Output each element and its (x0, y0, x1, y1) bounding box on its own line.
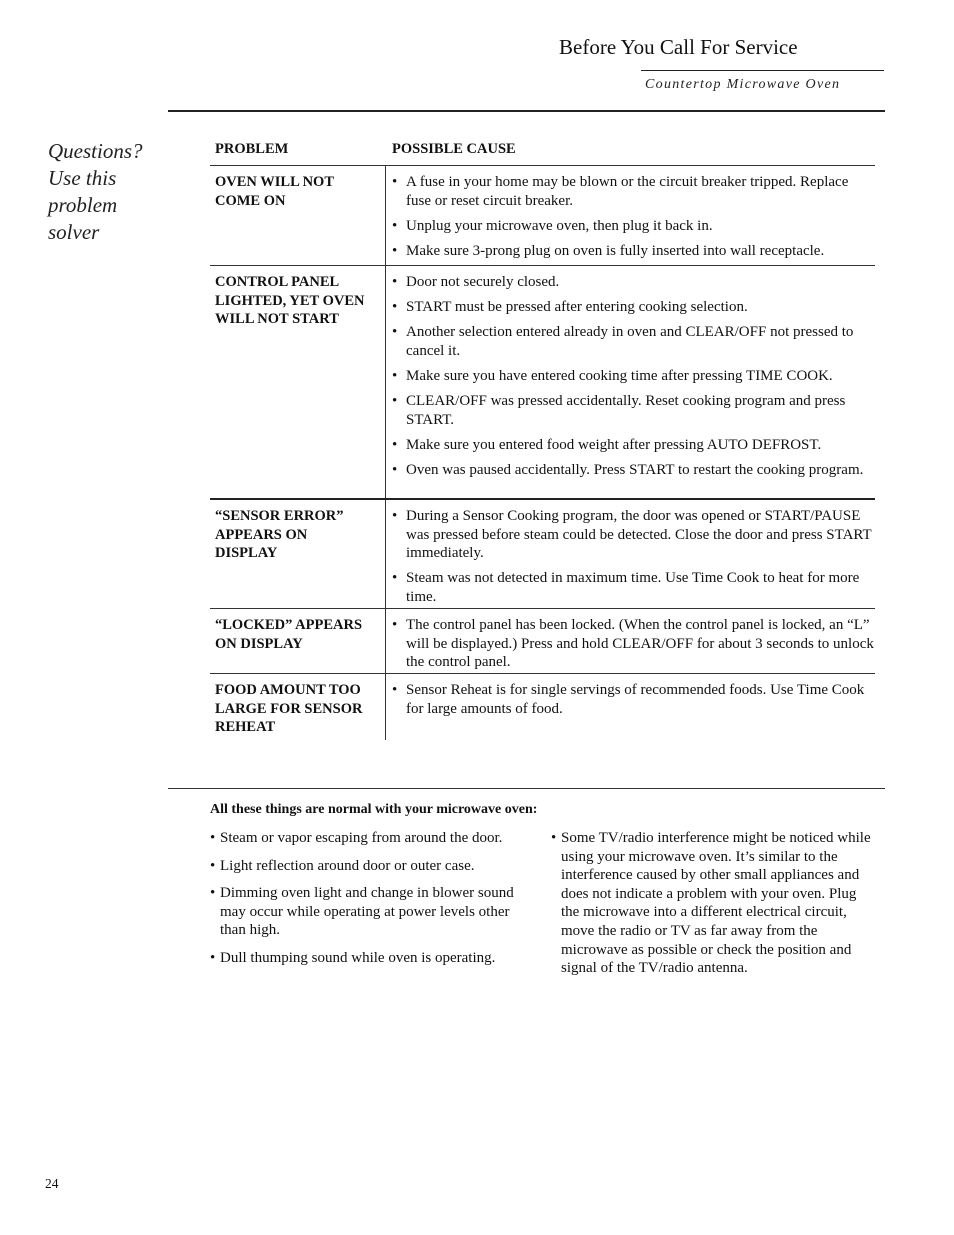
problem-label: “LOCKED” APPEARS ON DISPLAY (215, 617, 363, 652)
side-heading-line: Questions? (48, 139, 143, 163)
cause-item: • Steam was not detected in maximum time. Use Time Cook to heat for more time. (392, 569, 877, 606)
column-divider (385, 166, 386, 265)
column-divider (385, 266, 386, 498)
normal-item: • Some TV/radio interference might be noticed while using your microwave oven. It’s similar to the interference caused by other small appliances and does not indicate a problem with your oven. Plug the microwave into a different electrical circuit, move the radio or TV as far away from the microwave as possible or check the position and signal of the TV/radio antenna. (551, 829, 876, 978)
column-divider (385, 674, 386, 740)
normal-item: • Dimming oven light and change in blower sound may occur while operating at power levels other than high. (210, 884, 528, 940)
table-row (210, 266, 875, 498)
cause-item: • CLEAR/OFF was pressed accidentally. Reset cooking program and press START. (392, 392, 877, 429)
header-divider (641, 70, 884, 71)
column-header-problem: PROBLEM (215, 141, 289, 157)
problem-label: “SENSOR ERROR” APPEARS ON DISPLAY (215, 508, 344, 561)
normal-item: • Steam or vapor escaping from around the door. (210, 829, 528, 848)
cause-list (392, 507, 877, 613)
page-subtitle: Countertop Microwave Oven (645, 77, 841, 92)
column-divider (385, 500, 386, 608)
cause-item: • Oven was paused accidentally. Press START to restart the cooking program. (392, 461, 877, 480)
side-heading (48, 138, 168, 246)
cause-item: • Sensor Reheat is for single servings of recommended foods. Use Time Cook for large amounts of food. (392, 681, 877, 718)
table-row (210, 166, 875, 265)
cause-item: • Make sure you entered food weight after pressing AUTO DEFROST. (392, 436, 877, 455)
column-header-cause: POSSIBLE CAUSE (392, 141, 516, 157)
normal-list-left (210, 829, 528, 977)
cause-list (392, 681, 877, 725)
page-number: 24 (45, 1176, 59, 1191)
column-divider (385, 609, 386, 673)
section-divider (168, 110, 885, 112)
problem-label: FOOD AMOUNT TOO LARGE FOR SENSOR REHEAT (215, 682, 363, 735)
side-heading-line: problem (48, 193, 118, 217)
cause-item: • During a Sensor Cooking program, the door was opened or START/PAUSE was pressed before steam could be detected. Close the door and press START immediately. (392, 507, 877, 563)
normal-item: • Dull thumping sound while oven is operating. (210, 949, 528, 968)
cause-list (392, 273, 877, 486)
cause-item: • The control panel has been locked. (When the control panel is locked, an “L” will be displayed.) Press and hold CLEAR/OFF for about 3 seconds to unlock the control panel. (392, 616, 877, 672)
cause-item: • Another selection entered already in oven and CLEAR/OFF not pressed to cancel it. (392, 323, 877, 360)
side-heading-line: solver (48, 220, 100, 244)
normal-section-heading: All these things are normal with your microwave oven: (210, 802, 538, 817)
normal-list-right (551, 829, 876, 987)
problem-label: OVEN WILL NOT COME ON (215, 174, 334, 209)
cause-item: • Door not securely closed. (392, 273, 877, 292)
side-heading-line: Use this (48, 166, 117, 190)
cause-list (392, 173, 877, 267)
cause-item: • Make sure 3-prong plug on oven is fully inserted into wall receptacle. (392, 242, 877, 261)
cause-list (392, 616, 877, 678)
table-row (210, 609, 875, 673)
page-title: Before You Call For Service (559, 35, 798, 59)
section-divider (168, 788, 885, 789)
normal-item: • Light reflection around door or outer case. (210, 857, 528, 876)
table-row (210, 674, 875, 740)
table-row (210, 500, 875, 608)
cause-item: • A fuse in your home may be blown or the circuit breaker tripped. Replace fuse or reset circuit breaker. (392, 173, 877, 210)
cause-item: • Make sure you have entered cooking time after pressing TIME COOK. (392, 367, 877, 386)
cause-item: • Unplug your microwave oven, then plug it back in. (392, 217, 877, 236)
cause-item: • START must be pressed after entering cooking selection. (392, 298, 877, 317)
problem-label: CONTROL PANEL LIGHTED, YET OVEN WILL NOT START (215, 274, 365, 327)
